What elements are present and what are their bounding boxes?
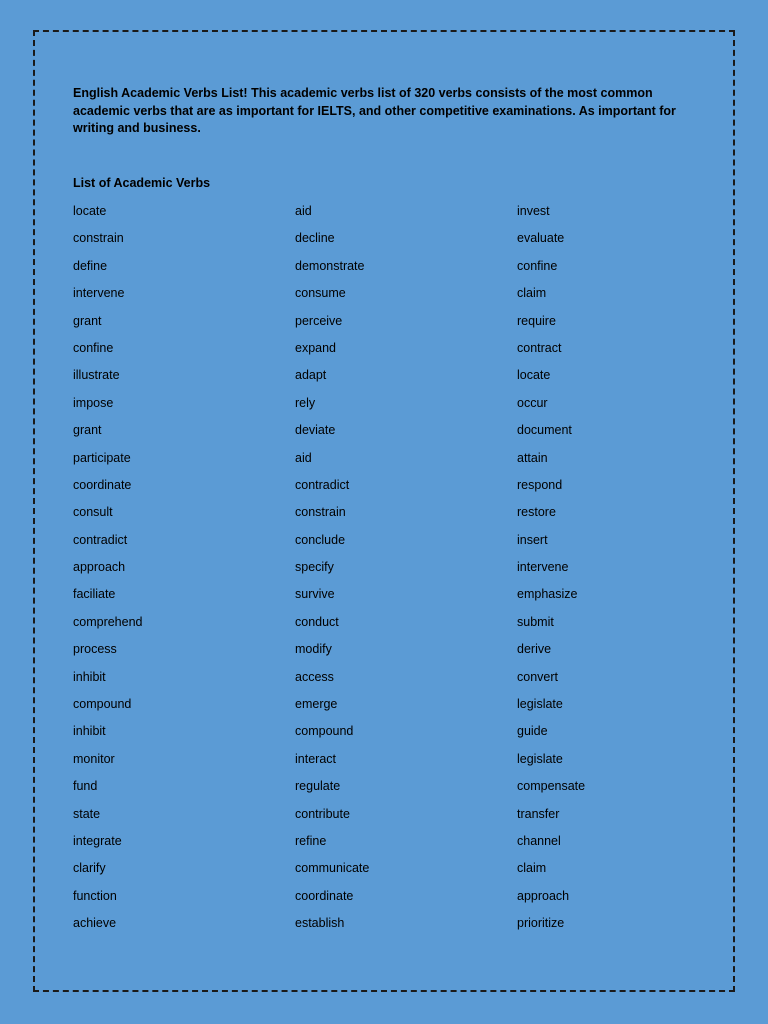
verb-item: participate [73, 450, 131, 465]
verb-item: process [73, 642, 117, 657]
verb-item: perceive [295, 313, 343, 328]
verb-item: specify [295, 560, 334, 575]
verb-item: impose [73, 395, 114, 410]
verb-item: constrain [73, 231, 124, 246]
verb-item: illustrate [73, 368, 120, 383]
verb-item: intervene [517, 560, 569, 575]
verb-item: claim [517, 861, 547, 876]
verb-item: channel [517, 833, 561, 848]
verb-item: document [517, 423, 572, 438]
verb-item: coordinate [295, 888, 354, 903]
verb-item: confine [73, 340, 114, 355]
verb-item: expand [295, 340, 337, 355]
verb-item: derive [517, 642, 552, 657]
verb-item: aid [295, 450, 312, 465]
verb-item: faciliate [73, 587, 116, 602]
verb-item: contradict [73, 532, 128, 547]
verb-item: locate [517, 368, 551, 383]
verb-item: rely [295, 395, 316, 410]
verb-item: respond [517, 477, 563, 492]
verb-item: contract [517, 340, 562, 355]
verb-item: modify [295, 642, 332, 657]
verb-item: comprehend [73, 614, 143, 629]
verb-item: establish [295, 916, 345, 931]
verb-item: submit [517, 614, 554, 629]
verb-item: occur [517, 395, 548, 410]
verb-item: conduct [295, 614, 339, 629]
verb-item: conclude [295, 532, 346, 547]
verb-item: inhibit [73, 669, 106, 684]
verb-item: compound [295, 724, 354, 739]
verb-item: demonstrate [295, 258, 365, 273]
verb-item: inhibit [73, 724, 106, 739]
verb-item: require [517, 313, 556, 328]
verb-item: insert [517, 532, 548, 547]
list-heading: List of Academic Verbs [73, 176, 211, 190]
verb-item: interact [295, 751, 336, 766]
verb-item: constrain [295, 505, 346, 520]
verb-item: convert [517, 669, 558, 684]
verb-item: adapt [295, 368, 327, 383]
verb-item: deviate [295, 423, 336, 438]
verb-item: clarify [73, 861, 106, 876]
verb-item: intervene [73, 286, 125, 301]
verb-item: coordinate [73, 477, 132, 492]
verb-item: approach [517, 888, 570, 903]
verb-item: fund [73, 779, 98, 794]
verb-item: contradict [295, 477, 350, 492]
verb-item: legislate [517, 751, 563, 766]
verb-item: decline [295, 231, 335, 246]
verb-item: function [73, 888, 117, 903]
verb-item: survive [295, 587, 335, 602]
verb-item: transfer [517, 806, 560, 821]
verb-item: define [73, 258, 108, 273]
verb-item: integrate [73, 833, 122, 848]
verb-item: invest [517, 204, 550, 218]
verb-item: compensate [517, 779, 586, 794]
verb-item: achieve [73, 916, 117, 931]
verb-item: consult [73, 505, 113, 520]
verb-item: locate [73, 204, 107, 218]
verb-item: aid [295, 204, 312, 218]
verb-item: emphasize [517, 587, 578, 602]
verb-item: consume [295, 286, 346, 301]
verb-item: emerge [295, 697, 338, 712]
verb-item: compound [73, 697, 132, 712]
verb-item: regulate [295, 779, 341, 794]
verb-item: contribute [295, 806, 350, 821]
verb-item: attain [517, 450, 548, 465]
verb-item: restore [517, 505, 556, 520]
verb-item: communicate [295, 861, 370, 876]
verb-item: claim [517, 286, 547, 301]
verb-item: confine [517, 258, 558, 273]
verb-item: guide [517, 724, 548, 739]
verb-item: approach [73, 560, 126, 575]
verb-item: prioritize [517, 916, 565, 931]
intro-paragraph: English Academic Verbs List! This academic verbs list of 320 verbs consists of the most common academic verbs that are as important for IELTS, and other competitive examinations. As important for writing and business. [73, 86, 676, 135]
verb-item: legislate [517, 697, 563, 712]
verb-item: state [73, 806, 101, 821]
verb-item: access [295, 669, 334, 684]
verb-item: monitor [73, 751, 115, 766]
verb-item: grant [73, 313, 102, 328]
verb-item: grant [73, 423, 102, 438]
verb-item: refine [295, 833, 327, 848]
verb-list [73, 202, 693, 942]
verb-item: evaluate [517, 231, 565, 246]
